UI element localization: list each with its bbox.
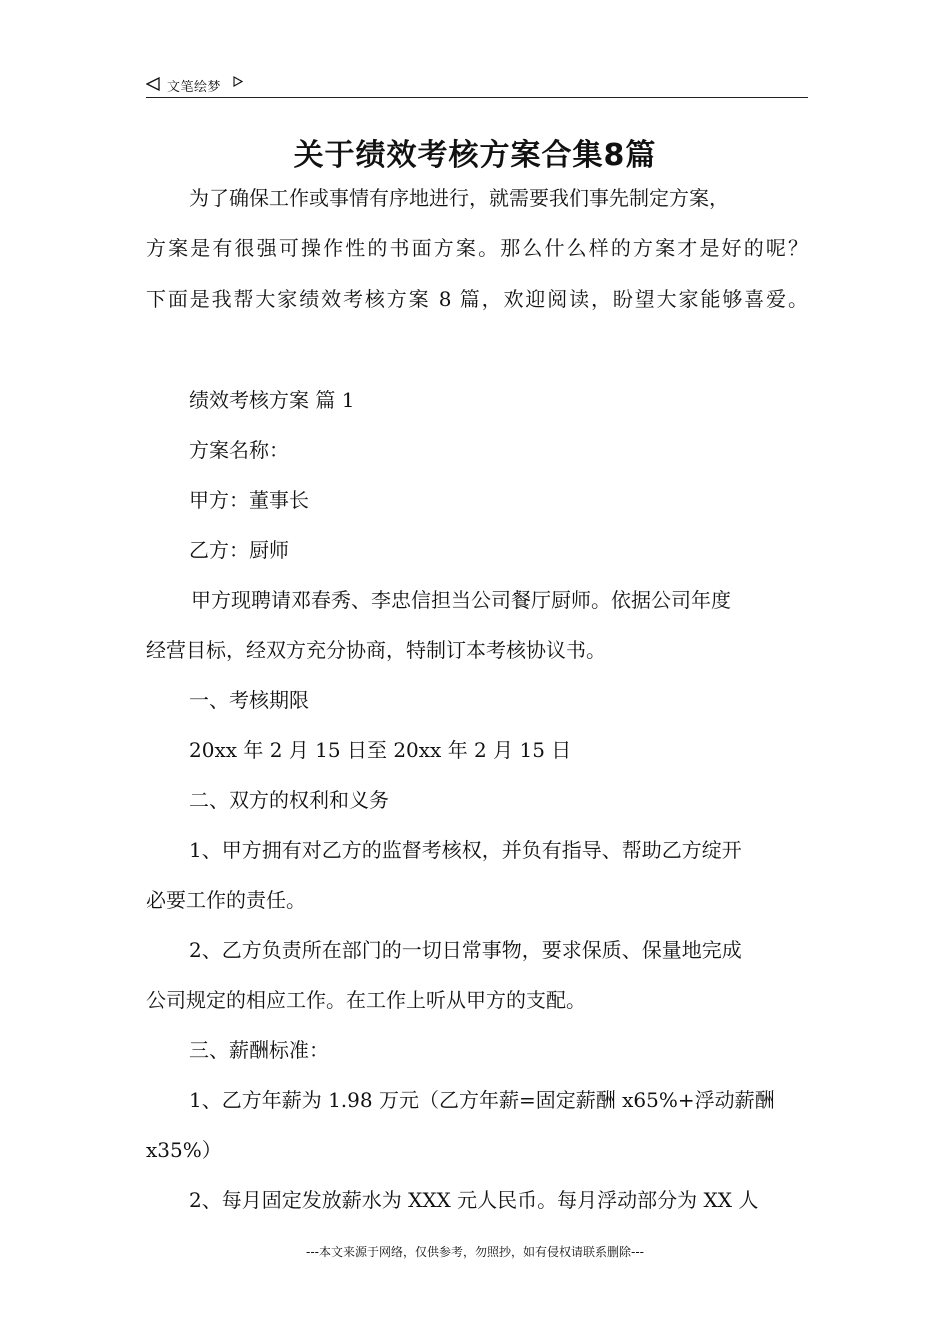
intro-line-3: 下面是我帮大家绩效考核方案 8 篇，欢迎阅读，盼望大家能够喜爱。	[146, 287, 808, 311]
header-divider	[146, 97, 808, 98]
rights-1-line-2: 必要工作的责任。	[146, 888, 306, 912]
heading-term: 一、考核期限	[189, 688, 309, 712]
rights-2-line-2: 公司规定的相应工作。在工作上听从甲方的支配。	[146, 988, 586, 1012]
section-heading: 绩效考核方案 篇 1	[189, 388, 355, 412]
party-b: 乙方：厨师	[189, 538, 289, 562]
salary-1-line-1: 1、乙方年薪为 1.98 万元（乙方年薪=固定薪酬 x65%+浮动薪酬	[189, 1088, 775, 1112]
page-header	[146, 74, 808, 98]
document-title: 关于绩效考核方案合集8篇	[293, 138, 657, 173]
term-dates: 20xx 年 2 月 15 日至 20xx 年 2 月 15 日	[189, 738, 572, 762]
rights-1-line-1: 1、甲方拥有对乙方的监督考核权，并负有指导、帮助乙方绽开	[189, 838, 742, 862]
heading-rights: 二、双方的权利和义务	[189, 788, 389, 812]
intro-line-2: 方案是有很强可操作性的书面方案。那么什么样的方案才是好的呢？	[146, 236, 808, 260]
intro-line-1: 为了确保工作或事情有序地进行，就需要我们事先制定方案，	[189, 186, 729, 210]
salary-2-line-1: 2、每月固定发放薪水为 XXX 元人民币。每月浮动部分为 XX 人	[189, 1188, 759, 1212]
rights-2-line-1: 2、乙方负责所在部门的一切日常事物，要求保质、保量地完成	[189, 938, 742, 962]
triangle-left-icon	[146, 77, 160, 91]
paragraph-1-line-1: 甲方现聘请邓春秀、李忠信担当公司餐厅厨师。依据公司年度	[191, 588, 731, 612]
triangle-right-icon	[233, 76, 243, 87]
page-footer: ---本文来源于网络，仅供参考，勿照抄，如有侵权请联系删除---	[306, 1245, 644, 1259]
salary-1-line-2: x35%）	[146, 1138, 222, 1162]
header-brand: 文笔绘梦	[167, 80, 222, 95]
paragraph-1-line-2: 经营目标，经双方充分协商，特制订本考核协议书。	[146, 638, 606, 662]
party-a: 甲方：董事长	[189, 488, 309, 512]
plan-name-label: 方案名称：	[189, 438, 289, 462]
heading-salary: 三、薪酬标准：	[189, 1038, 329, 1062]
